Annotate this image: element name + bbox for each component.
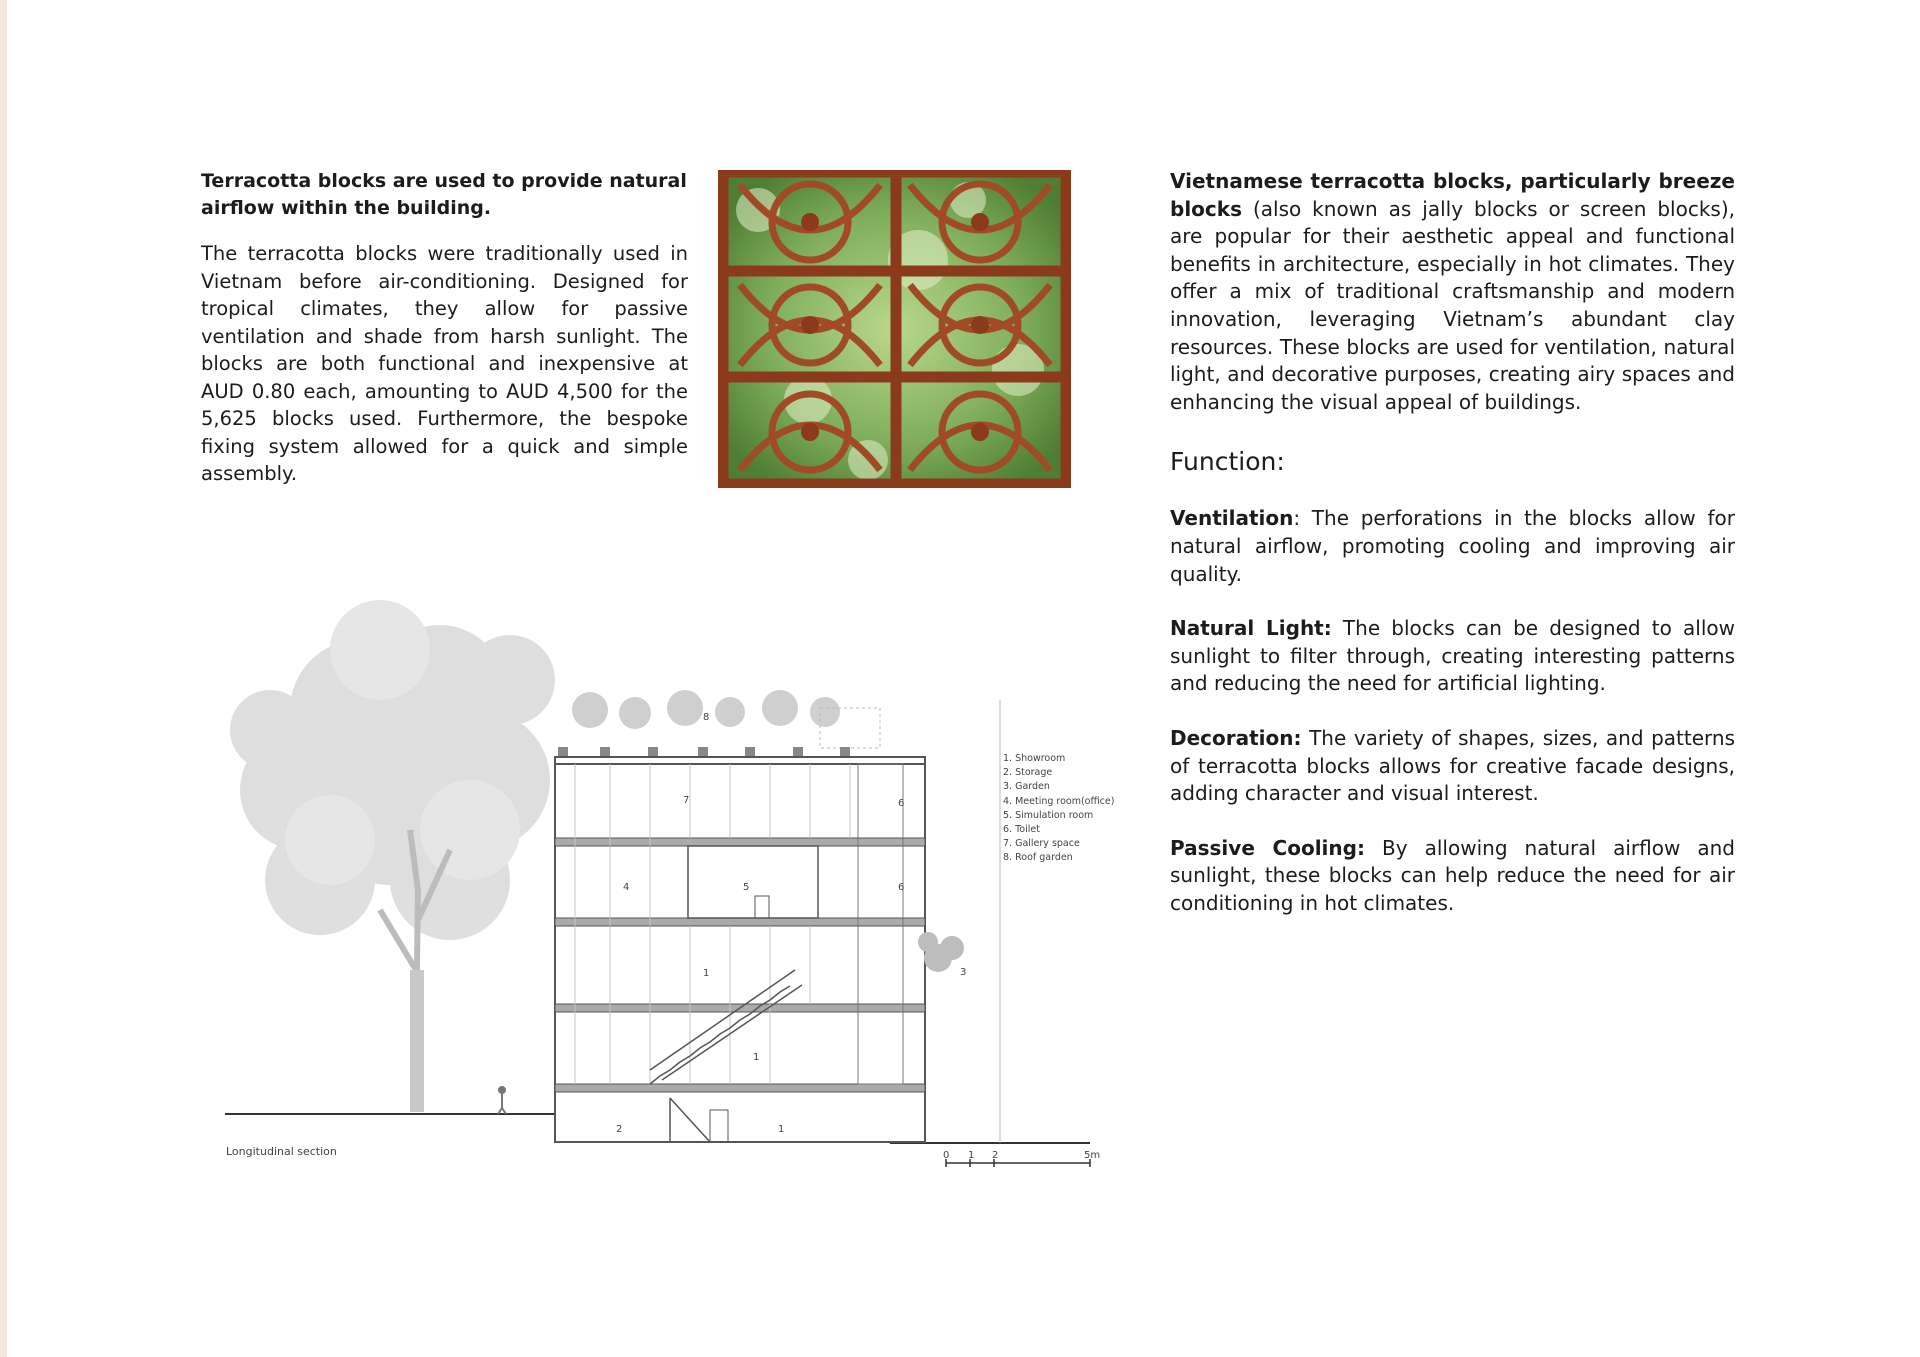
room-number: 5: [743, 882, 750, 893]
room-number: 6: [898, 882, 905, 893]
function-term: Passive Cooling:: [1170, 835, 1365, 860]
intro-rest: (also known as jally blocks or screen blocks), are popular for their aesthetic appeal and functional benefits in architecture, especially in hot climates. They offer a mix of traditional craftsmanship and modern innovation, leveraging Vietnam’s abundant clay resources. These blocks are used for ventilation, natural light, and decorative purposes, creating airy spaces and enhancing the visual appeal of buildings.: [1170, 196, 1735, 414]
room-number: 6: [898, 798, 905, 809]
room-number: 1: [703, 968, 710, 979]
section-caption: Longitudinal section: [226, 1145, 337, 1158]
longitudinal-section-drawing: [210, 590, 1140, 1190]
legend-item: 2. Storage: [1003, 767, 1053, 779]
function-term: Natural Light:: [1170, 616, 1332, 641]
room-number: 1: [753, 1052, 760, 1063]
scale-label: 5m: [1084, 1150, 1101, 1161]
room-number: 1: [778, 1124, 785, 1135]
human-figure: [498, 1087, 506, 1114]
function-passive-cooling: [1170, 835, 1735, 918]
room-number: 2: [616, 1124, 623, 1135]
function-text: The variety of shapes, sizes, and patterns of terracotta blocks allows for creative facade designs, adding character and visual interest.: [1170, 725, 1735, 806]
legend-item: 4. Meeting room(office): [1003, 795, 1115, 807]
intro-bold: Vietnamese terracotta blocks, particularly breeze blocks: [1170, 169, 1735, 221]
room-number: 3: [960, 967, 967, 978]
room-number: 8: [703, 712, 710, 723]
left-body-paragraph: The terracotta blocks were traditionally used in Vietnam before air-conditioning. Designed for tropical climates, they allow for passive ventilation and shade from harsh sunlight. The blocks are both functional and inexpensive at AUD 0.80 each, amounting to AUD 4,500 for the 5,625 blocks used. Furthermore, the bespoke fixing system allowed for a quick and simple assembly.: [201, 242, 688, 485]
room-number: 7: [683, 795, 690, 806]
function-decoration: [1170, 725, 1735, 808]
function-text: : The perforations in the blocks allow for natural airflow, promoting cooling and improving air quality.: [1170, 506, 1735, 586]
function-term: Decoration:: [1170, 725, 1302, 750]
function-text: By allowing natural airflow and sunlight, these blocks can help reduce the need for air conditioning in hot climates.: [1170, 835, 1735, 915]
legend-item: 7. Gallery space: [1003, 838, 1080, 850]
room-number: 4: [623, 882, 630, 893]
terracotta-block-photo: [718, 170, 1071, 488]
legend-item: 8. Roof garden: [1003, 852, 1073, 864]
function-text: The blocks can be designed to allow sunlight to filter through, creating interesting patterns and reducing the need for artificial lighting.: [1170, 616, 1735, 696]
function-heading: Function:: [1170, 447, 1285, 477]
intro-paragraph: [1170, 168, 1735, 416]
scale-label: 1: [968, 1150, 975, 1161]
page-edge-strip: [0, 0, 7, 1357]
legend-item: 5. Simulation room: [1003, 809, 1094, 821]
legend-item: 6. Toilet: [1003, 824, 1040, 836]
right-column: [1170, 168, 1735, 917]
section-legend: [1003, 752, 1114, 866]
legend-item: 3. Garden: [1003, 781, 1050, 793]
scale-label: 2: [992, 1150, 999, 1161]
function-ventilation: [1170, 505, 1735, 588]
legend-item: 1. Showroom: [1003, 753, 1066, 764]
function-natural-light: [1170, 615, 1735, 698]
scale-label: 0: [943, 1150, 950, 1161]
function-term: Ventilation: [1170, 506, 1294, 531]
lead-heading: Terracotta blocks are used to provide natural airflow within the building.: [201, 170, 687, 219]
